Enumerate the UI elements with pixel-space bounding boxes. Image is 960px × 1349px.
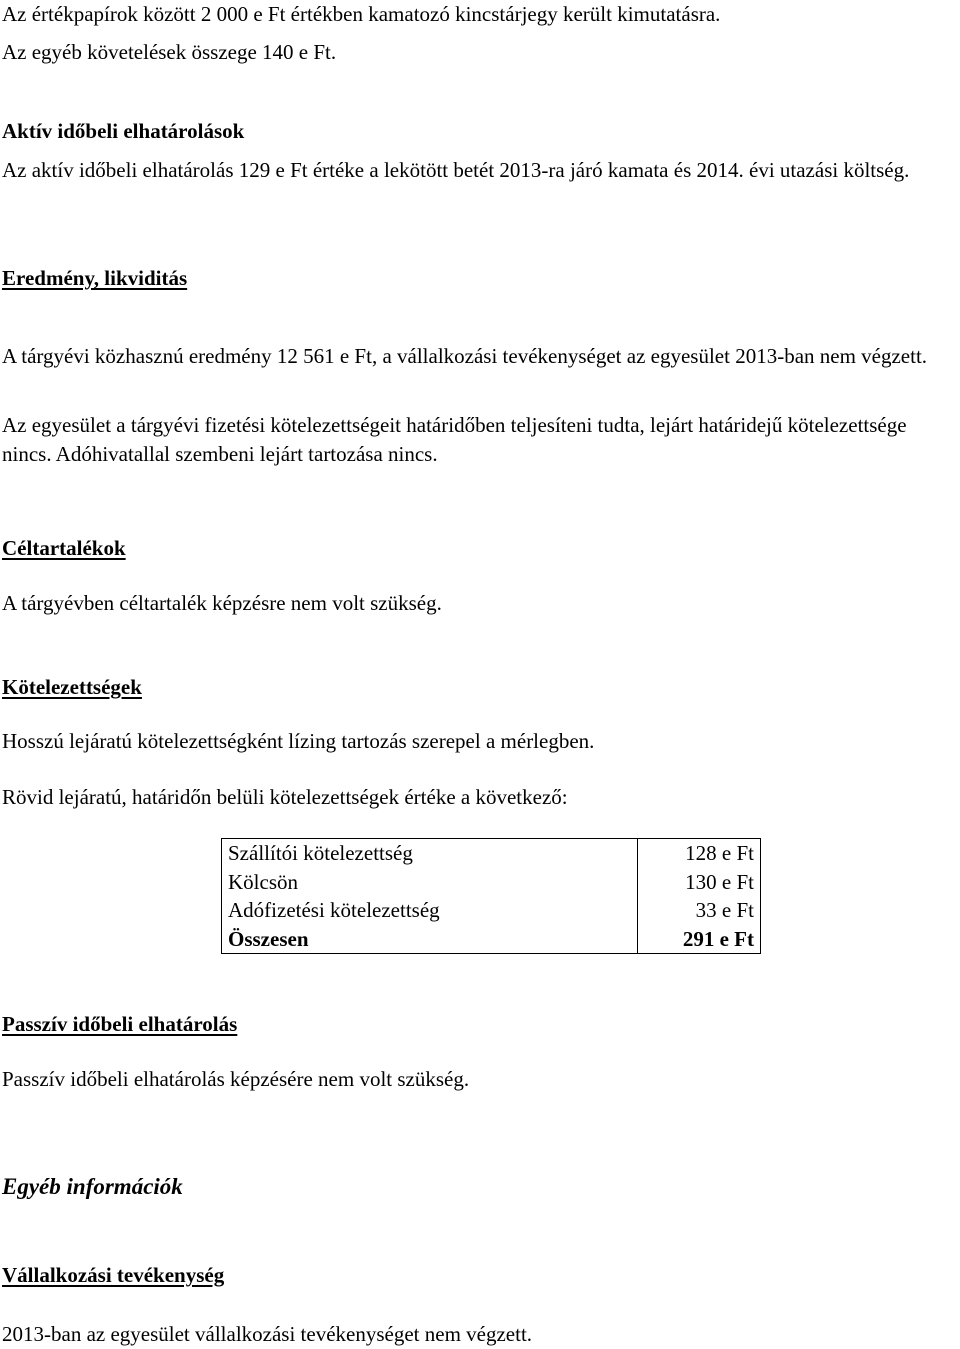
vallalkozasi-paragraph: 2013-ban az egyesület vállalkozási tevékenységet nem végzett. <box>2 1322 533 1346</box>
table-row <box>222 896 761 925</box>
table-row-label: Adófizetési kötelezettség <box>228 898 440 922</box>
aktiv-paragraph: Az aktív időbeli elhatárolás 129 e Ft értéke a lekötött betét 2013-ra járó kamata és 2014. évi utazási költség. <box>2 158 910 182</box>
heading-vallalkozasi-tevekenyseg: Vállalkozási tevékenység <box>2 1263 225 1287</box>
table-row-value: 33 e Ft <box>638 896 761 925</box>
celtartalek-paragraph: A tárgyévben céltartalék képzésre nem volt szükség. <box>2 591 442 615</box>
eredmeny-paragraph-1: A tárgyévi közhasznú eredmény 12 561 e Ft, a vállalkozási tevékenységet az egyesület 2013-ban nem végzett. <box>2 344 928 368</box>
intro-line-2: Az egyéb követelések összege 140 e Ft. <box>2 40 337 64</box>
table-row-label: Kölcsön <box>228 869 298 894</box>
heading-kotelezettsegek: Kötelezettségek <box>2 675 142 699</box>
table-row <box>222 839 761 868</box>
table-row-label: Szállítói kötelezettség <box>228 841 413 865</box>
heading-celtartalekok: Céltartalékok <box>2 536 126 560</box>
heading-egyeb-informaciok: Egyéb információk <box>2 1174 183 1199</box>
heading-aktiv-idobeli-elhatarolasok: Aktív időbeli elhatárolások <box>2 119 245 143</box>
heading-eredmeny-likviditas: Eredmény, likviditás <box>2 266 188 290</box>
table-row <box>222 868 761 897</box>
table-total-row <box>222 925 761 954</box>
table-total-value: 291 e Ft <box>638 925 761 954</box>
short-term-liabilities-table <box>221 838 761 954</box>
eredmeny-paragraph-2: Az egyesület a tárgyévi fizetési kötelezettségeit határidőben teljesíteni tudta, lejárt határidejű kötelezettsége nincs. Adóhivatallal szembeni lejárt tartozása nincs. <box>2 413 907 466</box>
kotelezettsegek-paragraph-2: Rövid lejáratú, határidőn belüli kötelezettségek értéke a következő: <box>2 785 568 809</box>
table-row-value: 130 e Ft <box>638 868 761 897</box>
passziv-paragraph: Passzív időbeli elhatárolás képzésére nem volt szükség. <box>2 1067 470 1091</box>
kotelezettsegek-paragraph-1: Hosszú lejáratú kötelezettségként lízing tartozás szerepel a mérlegben. <box>2 729 595 753</box>
table-row-value: 128 e Ft <box>638 839 761 868</box>
table-total-label: Összesen <box>228 926 309 951</box>
heading-passziv-idobeli-elhatarolas: Passzív időbeli elhatárolás <box>2 1012 238 1036</box>
intro-line-1: Az értékpapírok között 2 000 e Ft értékben kamatozó kincstárjegy került kimutatásra. <box>2 2 721 26</box>
